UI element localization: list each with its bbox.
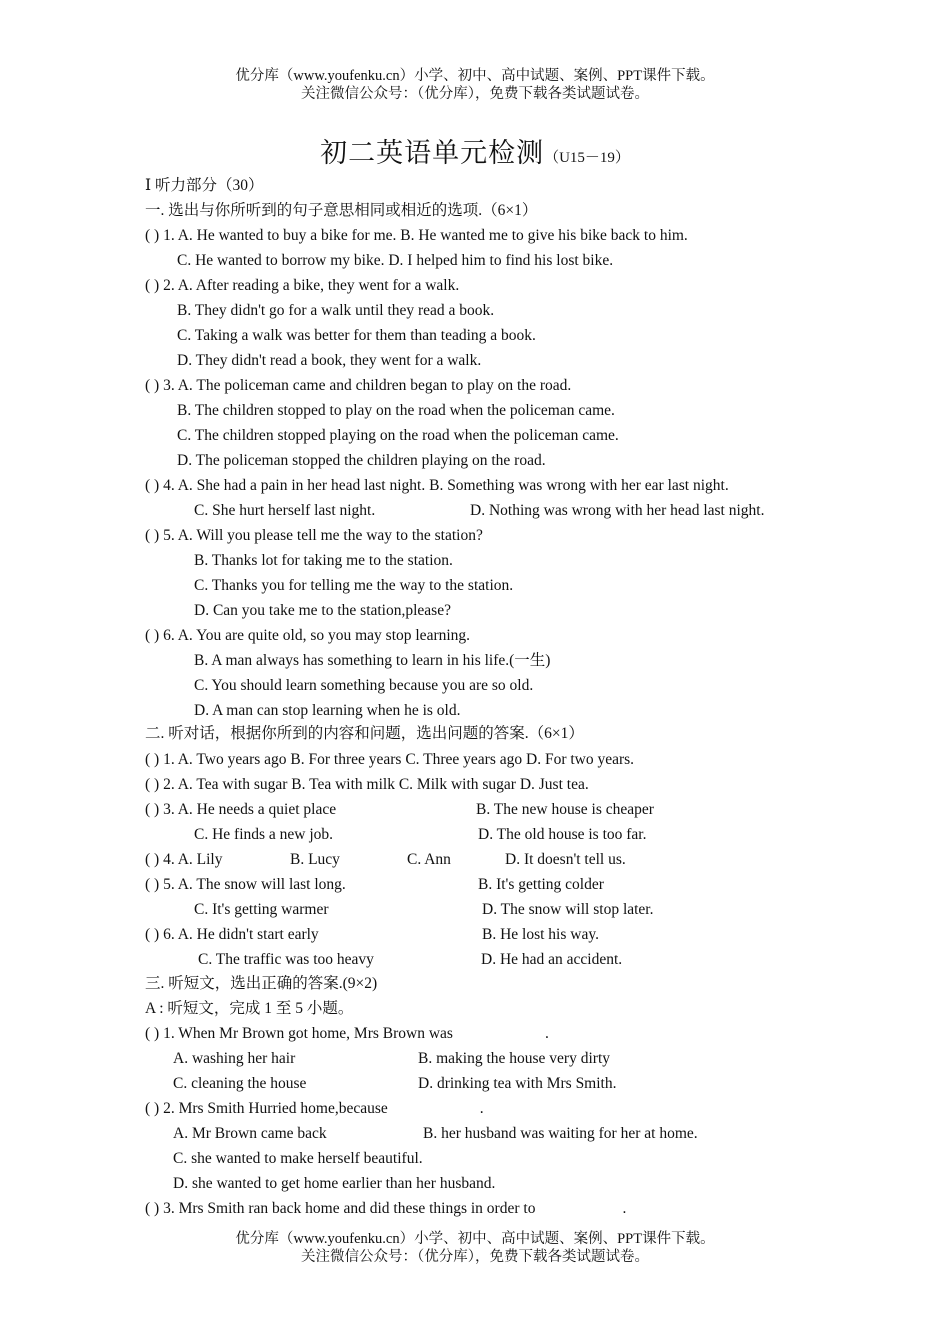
p1-q6-option-a: ( ) 6. A. You are quite old, so you may stop learning.: [145, 627, 471, 644]
p2-q3-option-d: D. The old house is too far.: [478, 826, 647, 843]
p3-q2-option-a: A. Mr Brown came back: [173, 1125, 327, 1142]
p1-q1-line1: ( ) 1. A. He wanted to buy a bike for me. B. He wanted me to give his bike back to him.: [145, 227, 688, 244]
p2-q1-line: ( ) 1. A. Two years ago B. For three years C. Three years ago D. For two years.: [145, 751, 635, 768]
p2-q6-option-c: C. The traffic was too heavy: [198, 951, 374, 968]
p1-q5-option-b: B. Thanks lot for taking me to the station.: [194, 552, 453, 569]
p1-q2-option-b: B. They didn't go for a walk until they read a book.: [177, 302, 495, 319]
p1-q6-option-d: D. A man can stop learning when he is old.: [194, 702, 461, 719]
p1-q5-option-c: C. Thanks you for telling me the way to the station.: [194, 577, 514, 594]
p3-q1-stem-end: .: [544, 1025, 549, 1042]
p1-q2-option-a: ( ) 2. A. After reading a bike, they went for a walk.: [145, 277, 460, 294]
p1-q3-option-d: D. The policeman stopped the children playing on the road.: [177, 452, 546, 469]
title-main: 初二英语单元检测: [320, 138, 545, 168]
p1-q3-option-b: B. The children stopped to play on the road when the policeman came.: [177, 402, 615, 419]
p1-q6-option-c: C. You should learn something because you are so old.: [194, 677, 534, 694]
p2-q4-option-a: ( ) 4. A. Lily: [145, 851, 223, 868]
section-heading: Ⅰ 听力部分（30）: [145, 177, 264, 194]
p2-q3-option-b: B. The new house is cheaper: [476, 801, 654, 818]
p1-q5-option-a: ( ) 5. A. Will you please tell me the way to the station?: [145, 527, 483, 544]
p2-q5-option-b: B. It's getting colder: [478, 876, 604, 893]
p1-q1-line2: C. He wanted to borrow my bike. D. I helped him to find his lost bike.: [177, 252, 614, 269]
p1-q3-option-a: ( ) 3. A. The policeman came and children began to play on the road.: [145, 377, 572, 394]
title-sub: （U15－19）: [544, 150, 630, 166]
p3-q1-stem: [145, 1024, 549, 1044]
p2-q4-option-d: D. It doesn't tell us.: [505, 851, 626, 868]
p1-q2-option-c: C. Taking a walk was better for them than teading a book.: [177, 327, 536, 344]
p1-q4-option-c: C. She hurt herself last night.: [194, 502, 376, 519]
header-line-2: 关注微信公众号：（优分库），免费下载各类试题试卷。: [301, 86, 649, 102]
p1-q2-option-d: D. They didn't read a book, they went for a walk.: [177, 352, 482, 369]
p1-q6-option-b: B. A man always has something to learn in his life.(一生): [194, 652, 551, 669]
p3-q2-stem: [145, 1099, 484, 1119]
p2-q5-option-a: ( ) 5. A. The snow will last long.: [145, 876, 346, 893]
p2-q5-option-c: C. It's getting warmer: [194, 901, 329, 918]
p3-q1-stem-text: ( ) 1. When Mr Brown got home, Mrs Brown was: [145, 1025, 453, 1042]
p3-q2-stem-text: ( ) 2. Mrs Smith Hurried home,because: [145, 1100, 388, 1117]
footer-line-2: 关注微信公众号：（优分库），免费下载各类试题试卷。: [301, 1249, 649, 1265]
p2-q6-option-a: ( ) 6. A. He didn't start early: [145, 926, 319, 943]
p1-q5-option-d: D. Can you take me to the station,please?: [194, 602, 451, 619]
p1-q3-option-c: C. The children stopped playing on the road when the policeman came.: [177, 427, 619, 444]
part2-heading: 二. 听对话，根据你所到的内容和问题，选出问题的答案.（6×1）: [145, 725, 584, 742]
p2-q3-option-c: C. He finds a new job.: [194, 826, 334, 843]
p2-q4-option-b: B. Lucy: [290, 851, 340, 868]
p1-q4-option-d: D. Nothing was wrong with her head last night.: [470, 502, 765, 519]
part1-heading: 一. 选出与你所听到的句子意思相同或相近的选项.（6×1）: [145, 202, 538, 219]
p3-q2-stem-end: .: [479, 1100, 484, 1117]
p3-q1-option-c: C. cleaning the house: [173, 1075, 307, 1092]
p3-q3-stem-end: .: [622, 1200, 627, 1217]
part3-heading: 三. 听短文，选出正确的答案.(9×2): [145, 975, 378, 992]
p3-q2-option-b: B. her husband was waiting for her at home.: [423, 1125, 698, 1142]
footer-line-1: 优分库（www.youfenku.cn）小学、初中、高中试题、案例、PPT课件下载。: [235, 1231, 715, 1247]
p2-q2-line: ( ) 2. A. Tea with sugar B. Tea with milk C. Milk with sugar D. Just tea.: [145, 776, 589, 793]
p3-q1-option-b: B. making the house very dirty: [418, 1050, 610, 1067]
p1-q4-line1: ( ) 4. A. She had a pain in her head last night. B. Something was wrong with her ear last night.: [145, 477, 729, 494]
p3-q1-option-a: A. washing her hair: [173, 1050, 296, 1067]
p3-q2-option-d: D. she wanted to get home earlier than her husband.: [173, 1175, 496, 1192]
p2-q6-option-d: D. He had an accident.: [481, 951, 623, 968]
part3-sub-a: A : 听短文，完成 1 至 5 小题。: [145, 1000, 354, 1017]
p3-q3-stem-text: ( ) 3. Mrs Smith ran back home and did these things in order to: [145, 1200, 536, 1217]
page-title: [0, 131, 950, 170]
p2-q4-option-c: C. Ann: [407, 851, 451, 868]
p2-q5-option-d: D. The snow will stop later.: [482, 901, 654, 918]
p3-q3-stem: [145, 1199, 626, 1219]
p2-q6-option-b: B. He lost his way.: [482, 926, 599, 943]
header-line-1: 优分库（www.youfenku.cn）小学、初中、高中试题、案例、PPT课件下载。: [235, 68, 715, 84]
p2-q3-option-a: ( ) 3. A. He needs a quiet place: [145, 801, 337, 818]
p3-q2-option-c: C. she wanted to make herself beautiful.: [173, 1150, 423, 1167]
p3-q1-option-d: D. drinking tea with Mrs Smith.: [418, 1075, 617, 1092]
